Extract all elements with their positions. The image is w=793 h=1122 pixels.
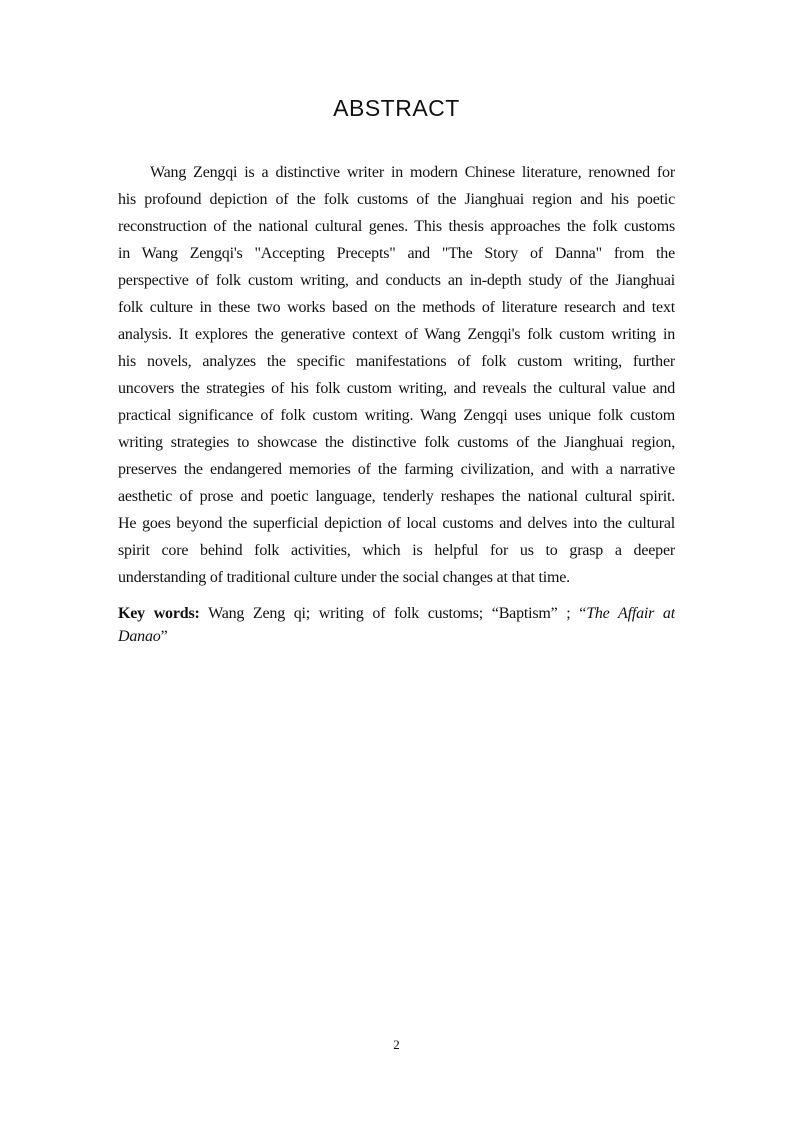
paragraph-line: preserves the endangered memories of the farming civilization, and with a narrative (118, 461, 675, 478)
keywords-section (118, 602, 675, 648)
paragraph-line: reconstruction of the national cultural genes. This thesis approaches the folk customs (118, 218, 675, 235)
paragraph-line: aesthetic of prose and poetic language, tenderly reshapes the national cultural spirit. (118, 488, 675, 505)
paragraph-line: folk culture in these two works based on the methods of literature research and text (118, 299, 675, 316)
keywords-line-1 (118, 602, 675, 625)
keywords-book-title-part1: The Affair at (586, 605, 675, 622)
paragraph-line: in Wang Zengqi's "Accepting Precepts" and "The Story of Danna" from the (118, 245, 675, 262)
keywords-book-title-part2: Danao (118, 628, 161, 645)
paragraph-line: writing strategies to showcase the distinctive folk customs of the Jianghuai region, (118, 434, 675, 451)
keywords-text: Wang Zeng qi; writing of folk customs; “Baptism” ; “ (199, 605, 587, 622)
abstract-title: ABSTRACT (333, 95, 460, 121)
keywords-close-quote: ” (160, 628, 168, 645)
paragraph-line: uncovers the strategies of his folk custom writing, and reveals the cultural value and (118, 380, 675, 397)
paragraph-line: analysis. It explores the generative context of Wang Zengqi's folk custom writing in (118, 326, 675, 343)
keywords-label: Key words: (118, 605, 200, 622)
abstract-paragraph (118, 159, 675, 591)
paragraph-line: his profound depiction of the folk customs of the Jianghuai region and his poetic (118, 191, 675, 208)
paragraph-line: perspective of folk custom writing, and conducts an in-depth study of the Jianghuai (118, 272, 675, 289)
paragraph-line: He goes beyond the superficial depiction of local customs and delves into the cultural (118, 515, 675, 532)
paragraph-line: Wang Zengqi is a distinctive writer in modern Chinese literature, renowned for (150, 164, 675, 181)
paragraph-line: spirit core behind folk activities, which is helpful for us to grasp a deeper (118, 542, 675, 559)
page-number: 2 (393, 1037, 400, 1052)
paragraph-line: his novels, analyzes the specific manifestations of folk custom writing, further (118, 353, 675, 370)
paragraph-line: practical significance of folk custom writing. Wang Zengqi uses unique folk custom (118, 407, 675, 424)
keywords-line-2 (118, 625, 675, 648)
paragraph-line: understanding of traditional culture under the social changes at that time. (118, 569, 570, 586)
